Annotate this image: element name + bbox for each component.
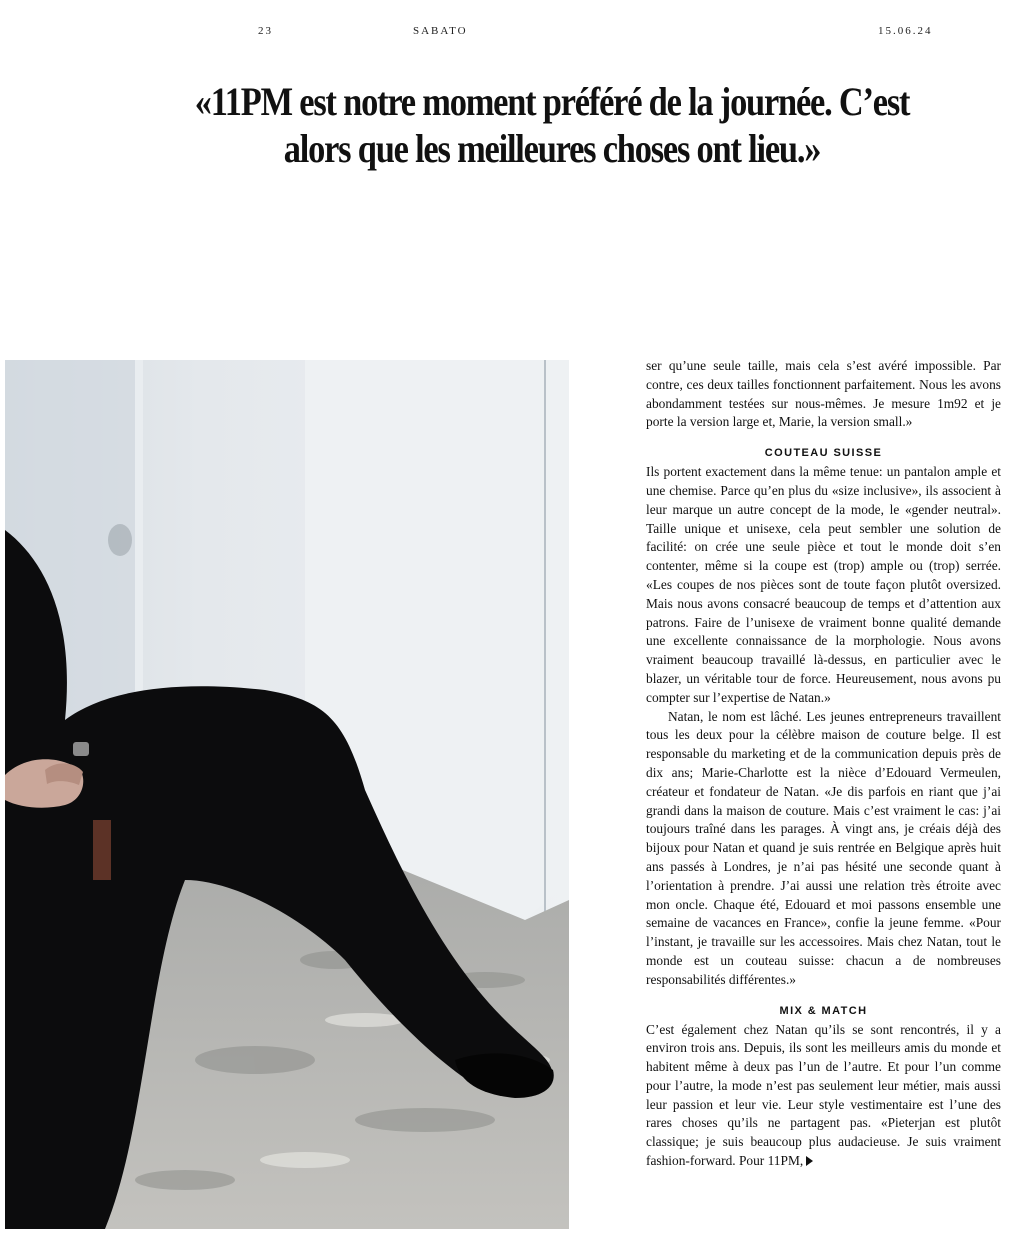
article-paragraph: ser qu’une seule taille, mais cela s’est avéré impossible. Par contre, ces deux tailles fonctionnent parfaitement. Nous les avons abondamment testées sur nous-mêmes. Je mesure 1m92 et je porte la version large et, Marie, la version small.» bbox=[646, 358, 1001, 430]
issue-date: 15.06.24 bbox=[878, 25, 933, 37]
article-paragraph-last bbox=[646, 1021, 1001, 1171]
article-photo bbox=[5, 360, 569, 1229]
magazine-name: SABATO bbox=[413, 25, 468, 37]
subheading-couteau-suisse: COUTEAU SUISSE bbox=[764, 447, 883, 460]
page-number: 23 bbox=[258, 25, 273, 37]
continue-arrow-icon bbox=[806, 1156, 813, 1166]
article-paragraph-text: C’est également chez Natan qu’ils se sont rencontrés, il y a environ trois ans. Depuis, ils sont les meilleurs amis du monde et habitent même à deux pas l’un de l’autre. Et pour l’un comme pour l’autre, la mode n’est pas seulement leur métier, mais aussi leur passion et leur vie. Leur style vestimentaire est l’une des rares choses qu’ils ne partagent pas. «Pieterjan est plutôt classique; je suis beaucoup plus audacieuse. Je suis vraiment fashion-forward. Pour 11PM, bbox=[646, 1021, 1001, 1169]
article-body bbox=[646, 357, 1001, 1171]
subheading-mix-match: MIX & MATCH bbox=[779, 1004, 868, 1017]
pull-quote: «11PM est notre moment préféré de la journée. C’est alors que les meilleures choses ont lieu.» bbox=[194, 79, 910, 171]
article-paragraph: Ils portent exactement dans la même tenue: un pantalon ample et une chemise. Parce qu’en plus du «size inclusive», ils associent à leur marque un autre concept de la mode, le «gender neutral». Taille unique et unisexe, cela peut sembler une solution de facilité: on crée une seule pièce et tout le monde doit s’en contenter, même si la coupe est (trop) ample ou (trop) serrée. «Les coupes de nos pièces sont de toute façon plutôt oversized. Mais nous avons consacré beaucoup de temps et d’attention aux patrons. Faire de l’unisexe de vraiment bonne qualité demande une excellente connaissance de la morphologie. Nous avons vraiment beaucoup travaillé là-dessus, en particulier avec le blazer, un véritable tour de force. Heureusement, nous avons pu compter sur l’expertise de Natan.» bbox=[646, 464, 1001, 705]
article-paragraph: Natan, le nom est lâché. Les jeunes entrepreneurs travaillent tous les deux pour la célèbre maison de couture belge. Il est responsable du marketing et de la communication depuis près de dix ans; Marie-Charlotte est la nièce d’Edouard Vermeulen, créateur et fondateur de Natan. «Je dis parfois en riant que j’ai grandi dans la maison de couture. Mais c’est vraiment le cas: j’ai toujours traîné dans les parages. À vingt ans, je créais déjà des bijoux pour Natan et quand je suis rentrée en Belgique après huit ans passés à Londres, je n’ai pas hésité une seconde quant à l’orientation à prendre. J’ai aussi une relation très étroite avec mon oncle. Chaque été, Edouard et moi passons ensemble une semaine de vacances en France», confie la jeune femme. «Pour l’instant, je travaille sur les accessoires. Mais chez Natan, tout le monde est un couteau suisse: chacun a de nombreuses responsabilités différentes.» bbox=[646, 708, 1001, 987]
